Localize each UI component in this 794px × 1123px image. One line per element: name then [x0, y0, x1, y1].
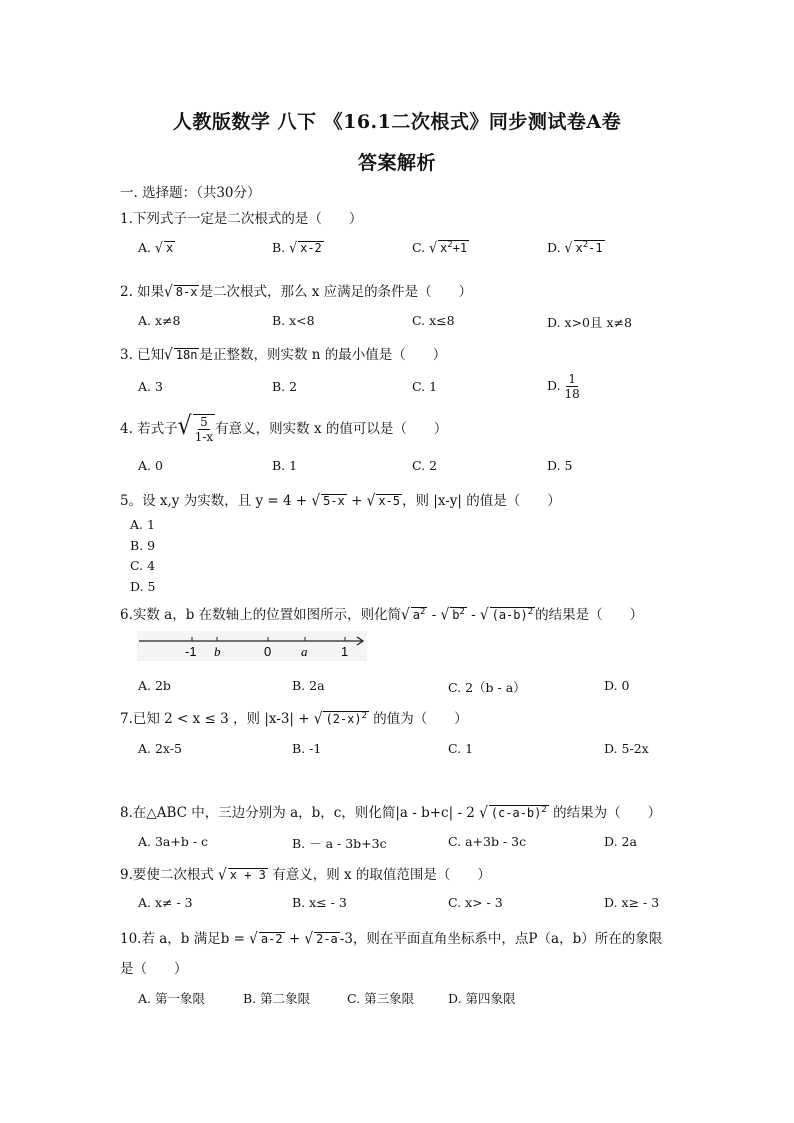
q9-option-b: B. x≤ - 3 [292, 895, 347, 910]
q9-option-d: D. x≥ - 3 [604, 895, 660, 910]
document-title: 人教版数学 八下 《16.1二次根式》同步测试卷A卷 [172, 111, 622, 133]
question-3: 3. 已知√ 18n 是正整数，则实数 n 的最小值是（ ） [120, 345, 447, 365]
tick-label-minus1: -1 [185, 644, 197, 659]
q1-option-a: A. √ x [138, 238, 174, 257]
q2-option-c: C. x≤8 [412, 313, 455, 328]
q10-option-c: C. 第三象限 [347, 991, 415, 1006]
tick-label-0: 0 [264, 644, 272, 659]
question-9: 9.要使二次根式 √ x + 3 有意义，则 x 的取值范围是（ ） [120, 865, 491, 885]
q8-option-a: A. 3a+b - c [138, 834, 209, 849]
q10-option-a: A. 第一象限 [138, 991, 205, 1006]
q6-option-b: B. 2a [292, 678, 325, 693]
question-2: 2. 如果√ 8-x 是二次根式，那么 x 应满足的条件是（ ） [120, 282, 473, 302]
question-7: 7.已知 2 < x ≤ 3 ，则 |x-3| + √ $(2-x)^2$ 的值为（ ） [120, 709, 468, 729]
q3-option-c: C. 1 [412, 379, 438, 394]
q8-option-c: C. a+3b - 3c [448, 834, 527, 849]
q1-option-b: B. √ x-2 [272, 238, 322, 257]
q7-option-d: D. 5-2x [604, 741, 649, 756]
q8-option-b: B. － a - 3b+3c [292, 836, 387, 851]
question-6: 6.实数 a，b 在数轴上的位置如图所示，则化简√ $a^2$ - √ $b^2$ - √ $(a-b)^2$ 的结果是（ ） [120, 605, 644, 625]
q6-option-c: C. 2（b - a） [448, 680, 526, 695]
q7-option-a: A. 2x-5 [138, 741, 182, 756]
question-4: 4. 若式子√ $\frac{5}{1-x}$ 有意义，则实数 x 的值可以是（ ） [120, 412, 448, 444]
question-8: 8.在△ABC 中，三边分别为 a，b，c，则化简|a - b+c| - 2 √ $(c-a-b)^2$ 的结果为（ ） [120, 803, 662, 823]
q6-option-d: D. 0 [604, 678, 630, 693]
tick-label-b: b [214, 644, 221, 659]
q2-option-b: B. x<8 [272, 313, 315, 328]
q4-option-a: A. 0 [138, 458, 163, 473]
q6-option-a: A. 2b [138, 678, 171, 693]
document-subtitle: 答案解析 [357, 152, 436, 174]
q9-option-a: A. x≠ - 3 [138, 895, 193, 910]
q1-option-c: C. √ $x^2+1$ [412, 238, 468, 257]
q3-option-b: B. 2 [272, 379, 298, 394]
q4-option-b: B. 1 [272, 458, 298, 473]
q7-option-b: B. -1 [292, 741, 322, 756]
section-heading: 一. 选择题：（共30分） [120, 185, 261, 201]
q2-option-a: A. x≠8 [138, 313, 181, 328]
q2-option-d: D. x>0且 x≠8 [547, 315, 632, 330]
question-1: 1.下列式子一定是二次根式的是（ ） [120, 211, 363, 227]
question-10-line2: 是（ ） [120, 961, 188, 977]
question-10: 10.若 a，b 满足b = √ a-2 + √ 2-a -3，则在平面直角坐标系中，点P（a，b）所在的象限 [120, 929, 663, 949]
q5-option-a: A. 1 [130, 517, 155, 532]
q9-option-c: C. x> - 3 [448, 895, 503, 910]
q1-option-d: D. √ $x^2-1$ [547, 238, 603, 257]
q4-option-c: C. 2 [412, 458, 438, 473]
q8-option-d: D. 2a [604, 834, 637, 849]
q5-option-c: C. 4 [130, 558, 156, 573]
question-5: 5。设 x,y 为实数，且 y = 4 + √ 5-x + √ x-5 ，则 |x-y| 的值是（ ） [120, 491, 561, 511]
tick-label-1: 1 [341, 644, 349, 659]
q5-option-b: B. 9 [130, 538, 156, 553]
q3-option-a: A. 3 [138, 379, 163, 394]
q10-option-b: B. 第二象限 [243, 991, 311, 1006]
q4-option-d: D. 5 [547, 458, 573, 473]
q3-option-d: D. $\frac{1}{18}$ [547, 372, 580, 401]
q5-option-d: D. 5 [130, 579, 156, 594]
tick-label-a: a [301, 644, 308, 659]
q7-option-c: C. 1 [448, 741, 474, 756]
q10-option-d: D. 第四象限 [448, 991, 516, 1006]
number-line-figure [137, 631, 367, 661]
